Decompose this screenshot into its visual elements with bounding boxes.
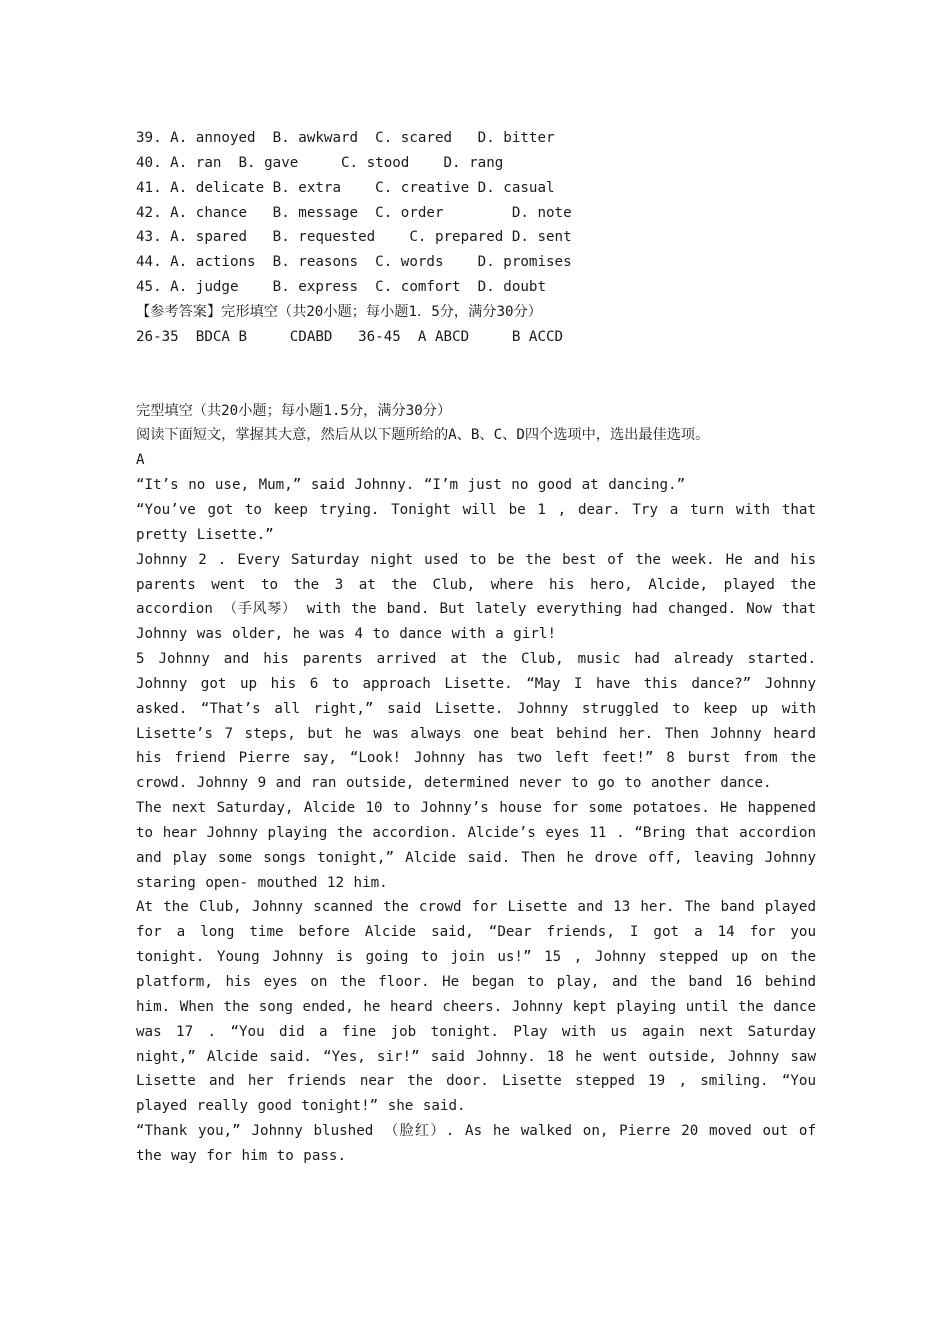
passage-label: A	[136, 452, 145, 469]
passage-paragraph: Johnny 2 . Every Saturday night used to be the best of the week. He and his parents went to the 3 at the Club, where his hero, Alcide, played the accordion （手风琴） with the band. But lately everything had changed. Now that Johnny was older, he was 4 to dance with a girl!	[136, 551, 816, 643]
option-line-43: 43. A. spared B. requested C. prepared D. sent	[136, 229, 572, 246]
option-line-39: 39. A. annoyed B. awkward C. scared D. bitter	[136, 130, 555, 146]
section-instruction: 阅读下面短文，掌握其大意，然后从以下题所给的A、B、C、D四个选项中，选出最佳选项。	[136, 427, 710, 444]
section-gap	[136, 350, 816, 399]
passage-paragraph: “It’s no use, Mum,” said Johnny. “I’m just no good at dancing.”	[136, 477, 686, 494]
passage-paragraph: “Thank you,” Johnny blushed （脸红）. As he walked on, Pierre 20 moved out of the way for him to pass.	[136, 1123, 816, 1164]
option-line-41: 41. A. delicate B. extra C. creative D. casual	[136, 179, 555, 196]
option-line-45: 45. A. judge B. express C. comfort D. doubt	[136, 279, 546, 296]
section-title: 完型填空（共20小题；每小题1.5分，满分30分）	[136, 402, 452, 419]
passage-paragraph: At the Club, Johnny scanned the crowd for Lisette and 13 her. The band played for a long time before Alcide said, “Dear friends, I got a 14 for you tonight. Young Johnny is going to join us!” 15 , Johnny stepped up on the platform, his eyes on the floor. He began to play, and the band 16 behind him. When the song ended, he heard cheers. Johnny kept playing until the dance was 17 . “You did a fine job tonight. Play with us again next Saturday night,” Alcide said. “Yes, sir!” said Johnny. 18 he went outside, Johnny saw Lisette and her friends near the door. Lisette stepped 19 , smiling. “You played really good tonight!” she said.	[136, 899, 816, 1115]
passage-paragraph: The next Saturday, Alcide 10 to Johnny’s house for some potatoes. He happened to hear Johnny playing the accordion. Alcide’s eyes 11 . “Bring that accordion and play some songs tonight,” Alcide said. Then he drove off, leaving Johnny staring open- mouthed 12 him.	[136, 800, 816, 891]
passage-paragraph: 5 Johnny and his parents arrived at the Club, music had already started. Johnny got up his 6 to approach Lisette. “May I have this dance?” Johnny asked. “That’s all right,” said Lisette. Johnny struggled to keep up with Lisette’s 7 steps, but he was always one beat behind her. Then Johnny heard his friend Pierre say, “Look! Johnny has two left feet!” 8 burst from the crowd. Johnny 9 and ran outside, determined never to go to another dance.	[136, 651, 816, 792]
option-line-44: 44. A. actions B. reasons C. words D. promises	[136, 254, 572, 271]
option-line-40: 40. A. ran B. gave C. stood D. rang	[136, 154, 504, 171]
option-line-42: 42. A. chance B. message C. order D. note	[136, 204, 572, 221]
passage-paragraph: “You’ve got to keep trying. Tonight will be 1 , dear. Try a turn with that pretty Lisette.”	[136, 501, 816, 543]
document-page	[136, 126, 816, 1169]
answer-heading: 【参考答案】完形填空（共20小题；每小题1．5分，满分30分）	[136, 303, 542, 320]
answer-key: 26-35 BDCA B CDABD 36-45 A ABCD B ACCD	[136, 328, 564, 345]
